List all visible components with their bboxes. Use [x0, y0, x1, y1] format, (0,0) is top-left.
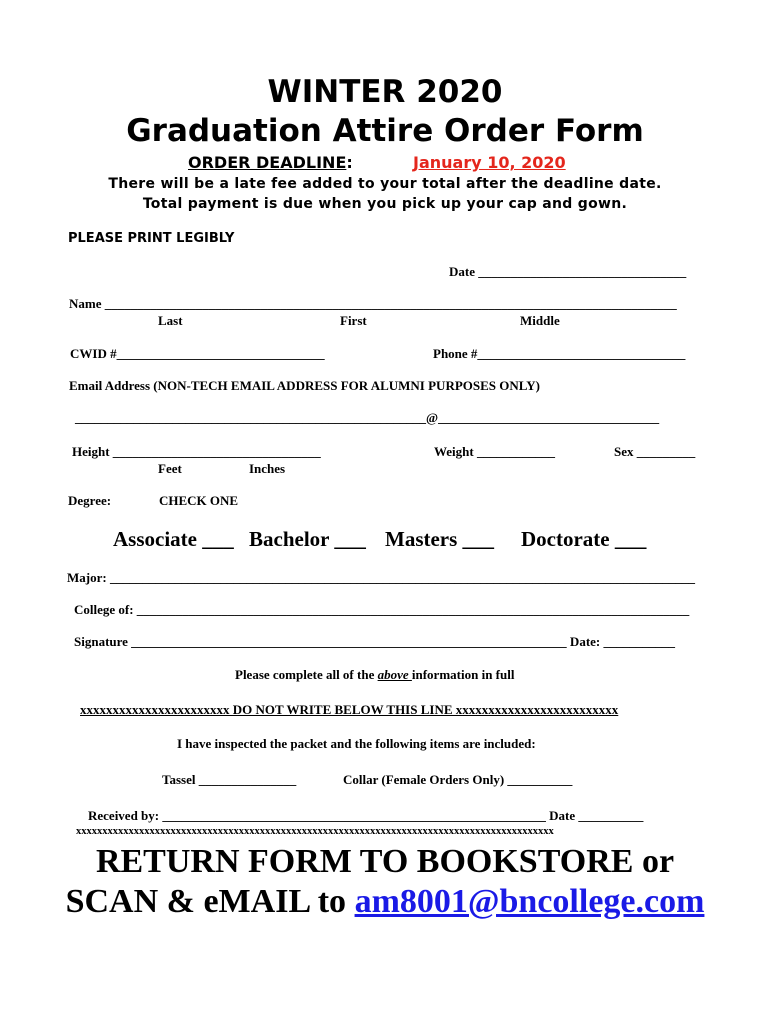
degree-masters-option[interactable]: Masters ___ [385, 527, 495, 551]
email-field[interactable]: ______________________________________________________@__________________________________ [75, 410, 660, 425]
date-field[interactable]: Date ________________________________ [449, 264, 687, 279]
scan-email-prefix: SCAN & eMAIL to [65, 883, 355, 920]
cwid-field[interactable]: CWID #________________________________ [70, 346, 325, 361]
inspected-statement: I have inspected the packet and the following items are included: [177, 736, 536, 751]
form-title: Graduation Attire Order Form [126, 113, 644, 149]
complete-instruction [235, 667, 514, 683]
email-address-label: Email Address (NON-TECH EMAIL ADDRESS FOR ALUMNI PURPOSES ONLY) [69, 378, 540, 393]
order-deadline [188, 153, 353, 172]
phone-field[interactable]: Phone #________________________________ [433, 346, 686, 361]
print-legibly-heading: PLEASE PRINT LEGIBLY [68, 231, 235, 246]
degree-check-one: CHECK ONE [159, 493, 239, 508]
deadline-date: January 10, 2020 [413, 153, 566, 172]
height-field[interactable]: Height ________________________________ [72, 444, 321, 459]
return-instruction: RETURN FORM TO BOOKSTORE or [95, 843, 675, 880]
collar-field[interactable]: Collar (Female Orders Only) __________ [343, 772, 573, 787]
deadline-colon: : [346, 153, 353, 172]
major-field[interactable]: Major: __________________________________________________________________________________________ [67, 570, 695, 585]
degree-label: Degree: [68, 493, 112, 508]
form-title-year: WINTER 2020 [267, 74, 503, 110]
sex-field[interactable]: Sex _________ [614, 444, 696, 459]
late-fee-note: There will be a late fee added to your total after the deadline date. [108, 176, 662, 192]
signature-field[interactable]: Signature ___________________________________________________________________ Date: ___________ [74, 634, 676, 649]
name-first-label: First [340, 313, 367, 328]
degree-doctorate-option[interactable]: Doctorate ___ [521, 527, 647, 551]
college-field[interactable]: College of: _____________________________________________________________________________________ [74, 602, 690, 617]
degree-bachelor-option[interactable]: Bachelor ___ [249, 527, 366, 551]
complete-suffix: information in full [411, 667, 515, 682]
bookstore-email-link[interactable]: am8001@bncollege.com [354, 883, 705, 920]
degree-associate-option[interactable]: Associate ___ [113, 527, 234, 551]
height-feet-label: Feet [158, 461, 182, 476]
received-by-field[interactable]: Received by: ___________________________________________________________ Date __________ [88, 808, 644, 823]
tassel-field[interactable]: Tassel _______________ [162, 772, 297, 787]
x-divider-line: xxxxxxxxxxxxxxxxxxxxxxxxxxxxxxxxxxxxxxxxxxxxxxxxxxxxxxxxxxxxxxxxxxxxxxxxxxxxxxxxxxxxxxxxxxx [76, 826, 554, 837]
deadline-label: ORDER DEADLINE [188, 153, 347, 172]
complete-emphasis: above [377, 667, 412, 682]
complete-prefix: Please complete all of the [235, 667, 378, 682]
scan-email-instruction [0, 883, 770, 921]
name-last-label: Last [158, 313, 183, 328]
payment-note: Total payment is due when you pick up your cap and gown. [142, 196, 628, 212]
height-inches-label: Inches [249, 461, 286, 476]
do-not-write-divider: xxxxxxxxxxxxxxxxxxxxxxx DO NOT WRITE BELOW THIS LINE xxxxxxxxxxxxxxxxxxxxxxxxx [80, 702, 619, 717]
name-field[interactable]: Name ________________________________________________________________________________________ [69, 296, 677, 311]
name-middle-label: Middle [520, 313, 560, 328]
weight-field[interactable]: Weight ____________ [434, 444, 555, 459]
